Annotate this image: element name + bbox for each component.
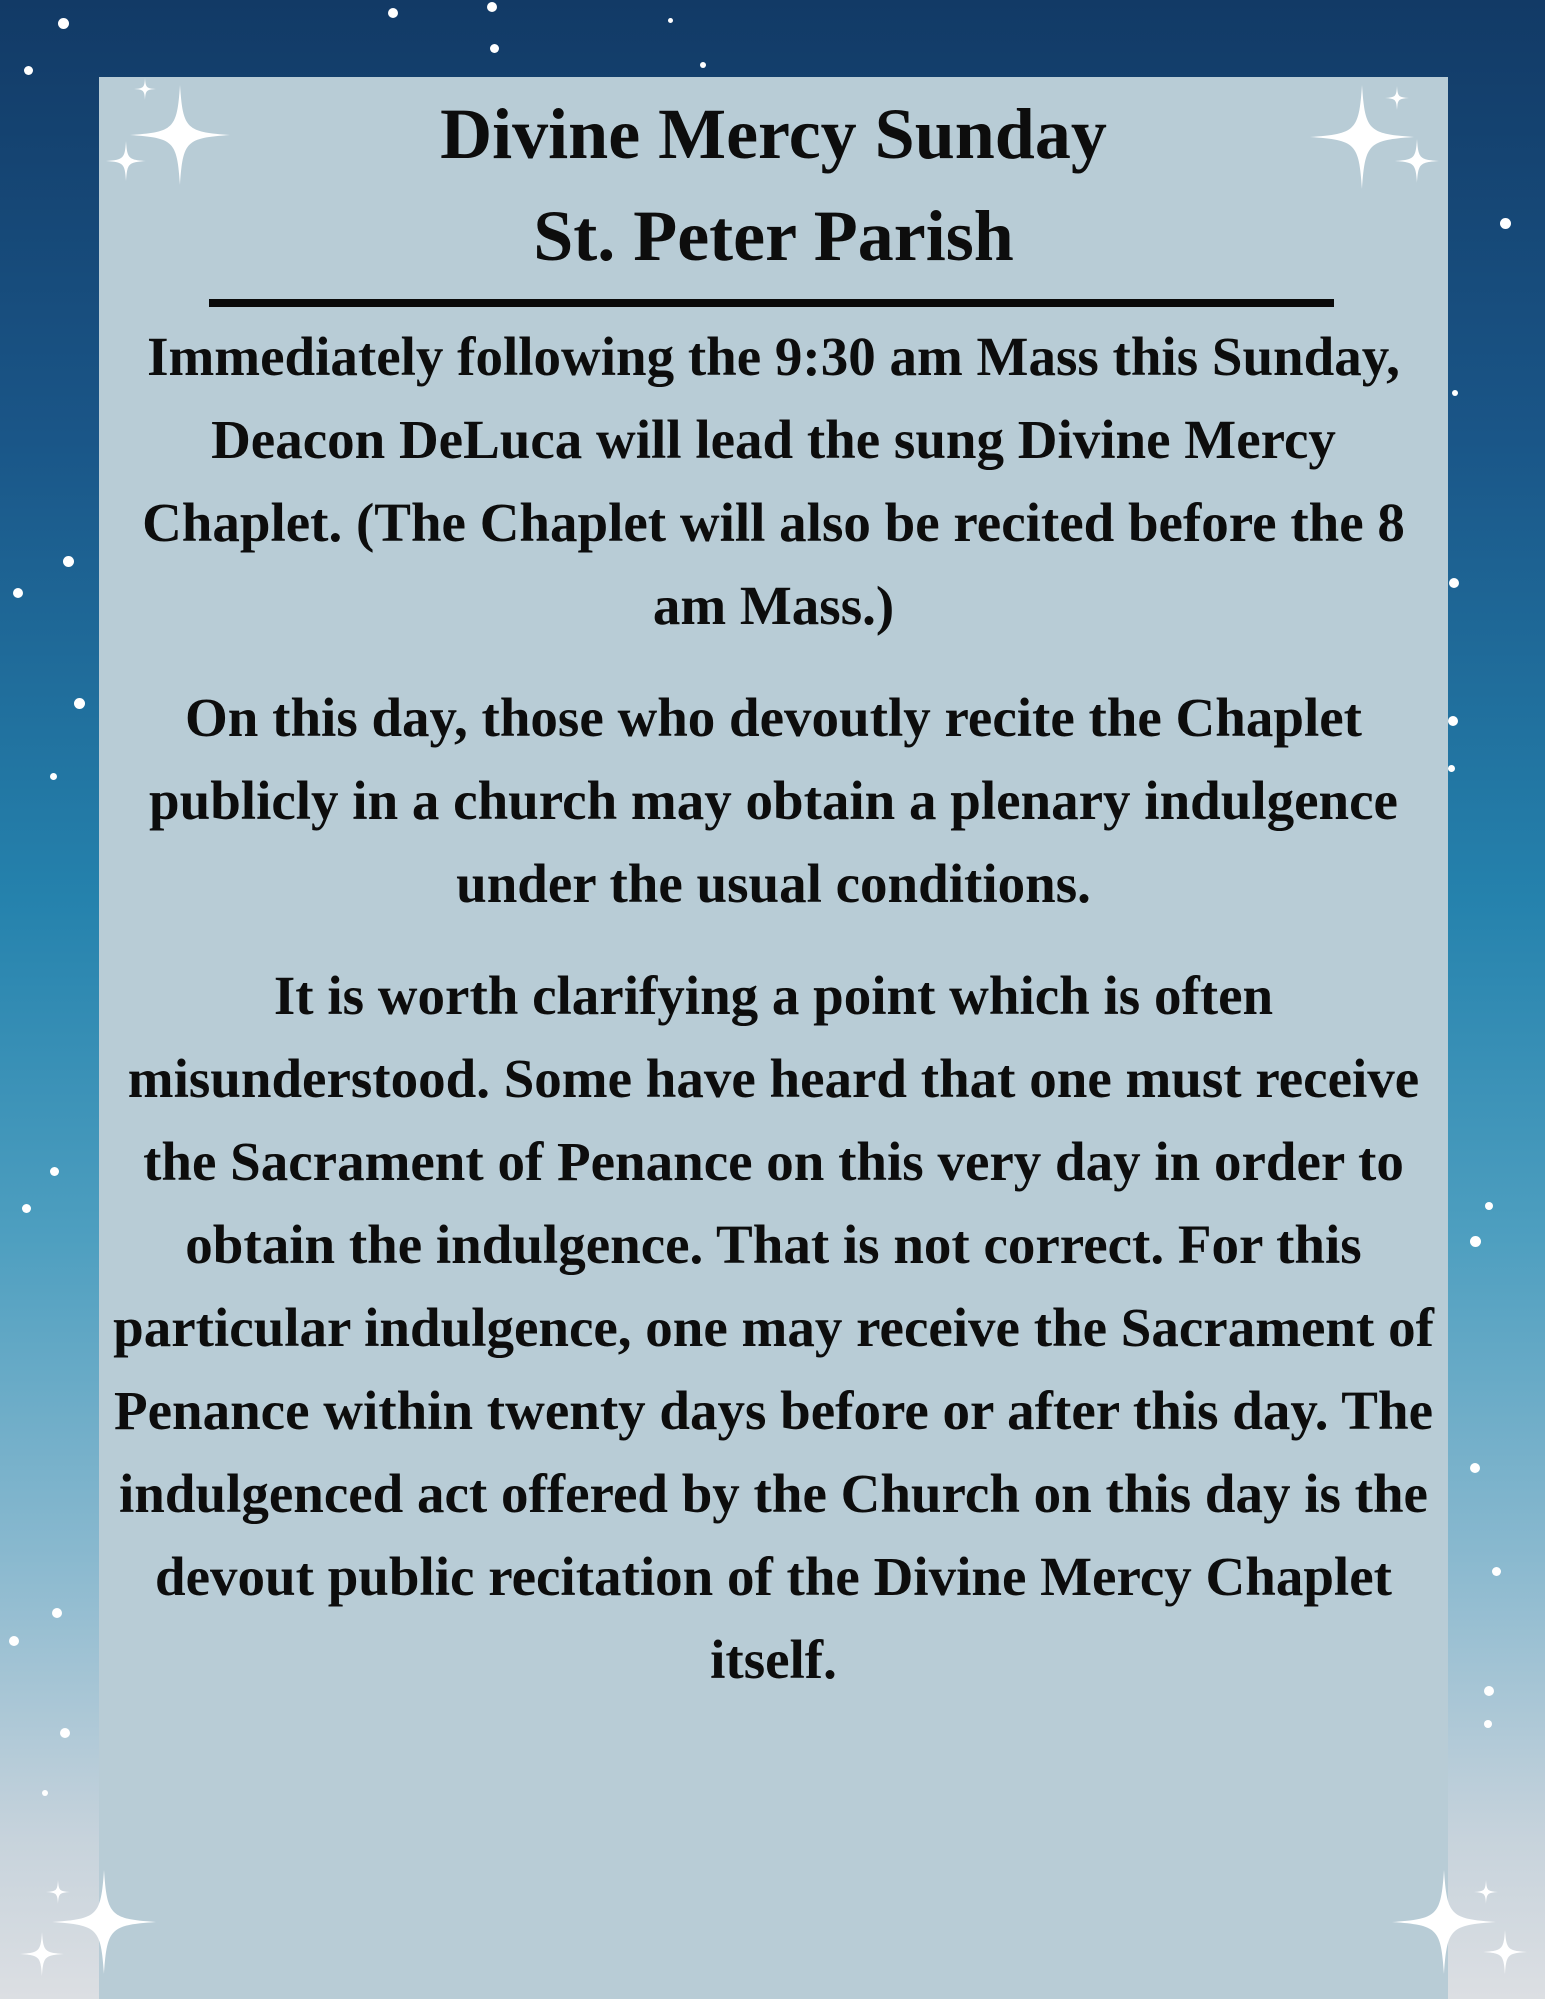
- sparkle-icon: [20, 1932, 64, 1976]
- star-dot: [24, 66, 33, 75]
- star-dot: [13, 588, 23, 598]
- star-dot: [1470, 1463, 1480, 1473]
- star-dot: [490, 44, 499, 53]
- paragraph-indulgence: On this day, those who devoutly recite the Chaplet publicly in a church may obtain a plenary indulgence under the usual conditions.: [149, 687, 1398, 914]
- title-divider: [209, 299, 1334, 307]
- star-dot: [1452, 390, 1458, 396]
- star-dot: [50, 773, 57, 780]
- sparkle-icon: [134, 78, 156, 100]
- star-dot: [1500, 218, 1511, 229]
- star-dot: [22, 1204, 31, 1213]
- page-title: Divine Mercy Sunday: [440, 94, 1107, 174]
- paragraph-chaplet-schedule: Immediately following the 9:30 am Mass this Sunday, Deacon DeLuca will lead the sung Divine Mercy Chaplet. (The Chaplet will also be recited before the 8 am Mass.): [142, 326, 1405, 636]
- star-dot: [74, 698, 85, 709]
- sparkle-icon: [1483, 1930, 1527, 1974]
- star-dot: [1485, 1202, 1493, 1210]
- page-subtitle: St. Peter Parish: [533, 196, 1014, 276]
- star-dot: [668, 18, 673, 23]
- announcement-body: [109, 315, 1438, 1730]
- star-dot: [1484, 1686, 1494, 1696]
- star-dot: [60, 1728, 70, 1738]
- star-dot: [50, 1167, 59, 1176]
- announcement-panel: [99, 77, 1448, 1999]
- star-dot: [1470, 1236, 1481, 1247]
- sparkle-icon: [46, 1880, 70, 1904]
- star-dot: [388, 8, 398, 18]
- sparkle-icon: [1395, 139, 1439, 183]
- star-dot: [700, 62, 706, 68]
- sparkle-icon: [1385, 86, 1409, 110]
- star-dot: [487, 2, 497, 12]
- star-dot: [1449, 578, 1459, 588]
- star-dot: [1492, 1567, 1501, 1576]
- sparkle-icon: [106, 141, 146, 181]
- star-dot: [1484, 1720, 1492, 1728]
- paragraph-clarification: It is worth clarifying a point which is often misunderstood. Some have heard that one must receive the Sacrament of Penance on this very day in order to obtain the indulgence. That is not correct. For this particular indulgence, one may receive the Sacrament of Penance within twenty days before or after this day. The indulgenced act offered by the Church on this day is the devout public recitation of the Divine Mercy Chaplet itself.: [113, 965, 1434, 1690]
- star-dot: [1448, 716, 1458, 726]
- star-dot: [58, 18, 69, 29]
- star-dot: [63, 556, 74, 567]
- sparkle-icon: [1474, 1880, 1498, 1904]
- star-dot: [1448, 765, 1455, 772]
- star-dot: [9, 1636, 19, 1646]
- star-dot: [52, 1608, 62, 1618]
- star-dot: [42, 1790, 48, 1796]
